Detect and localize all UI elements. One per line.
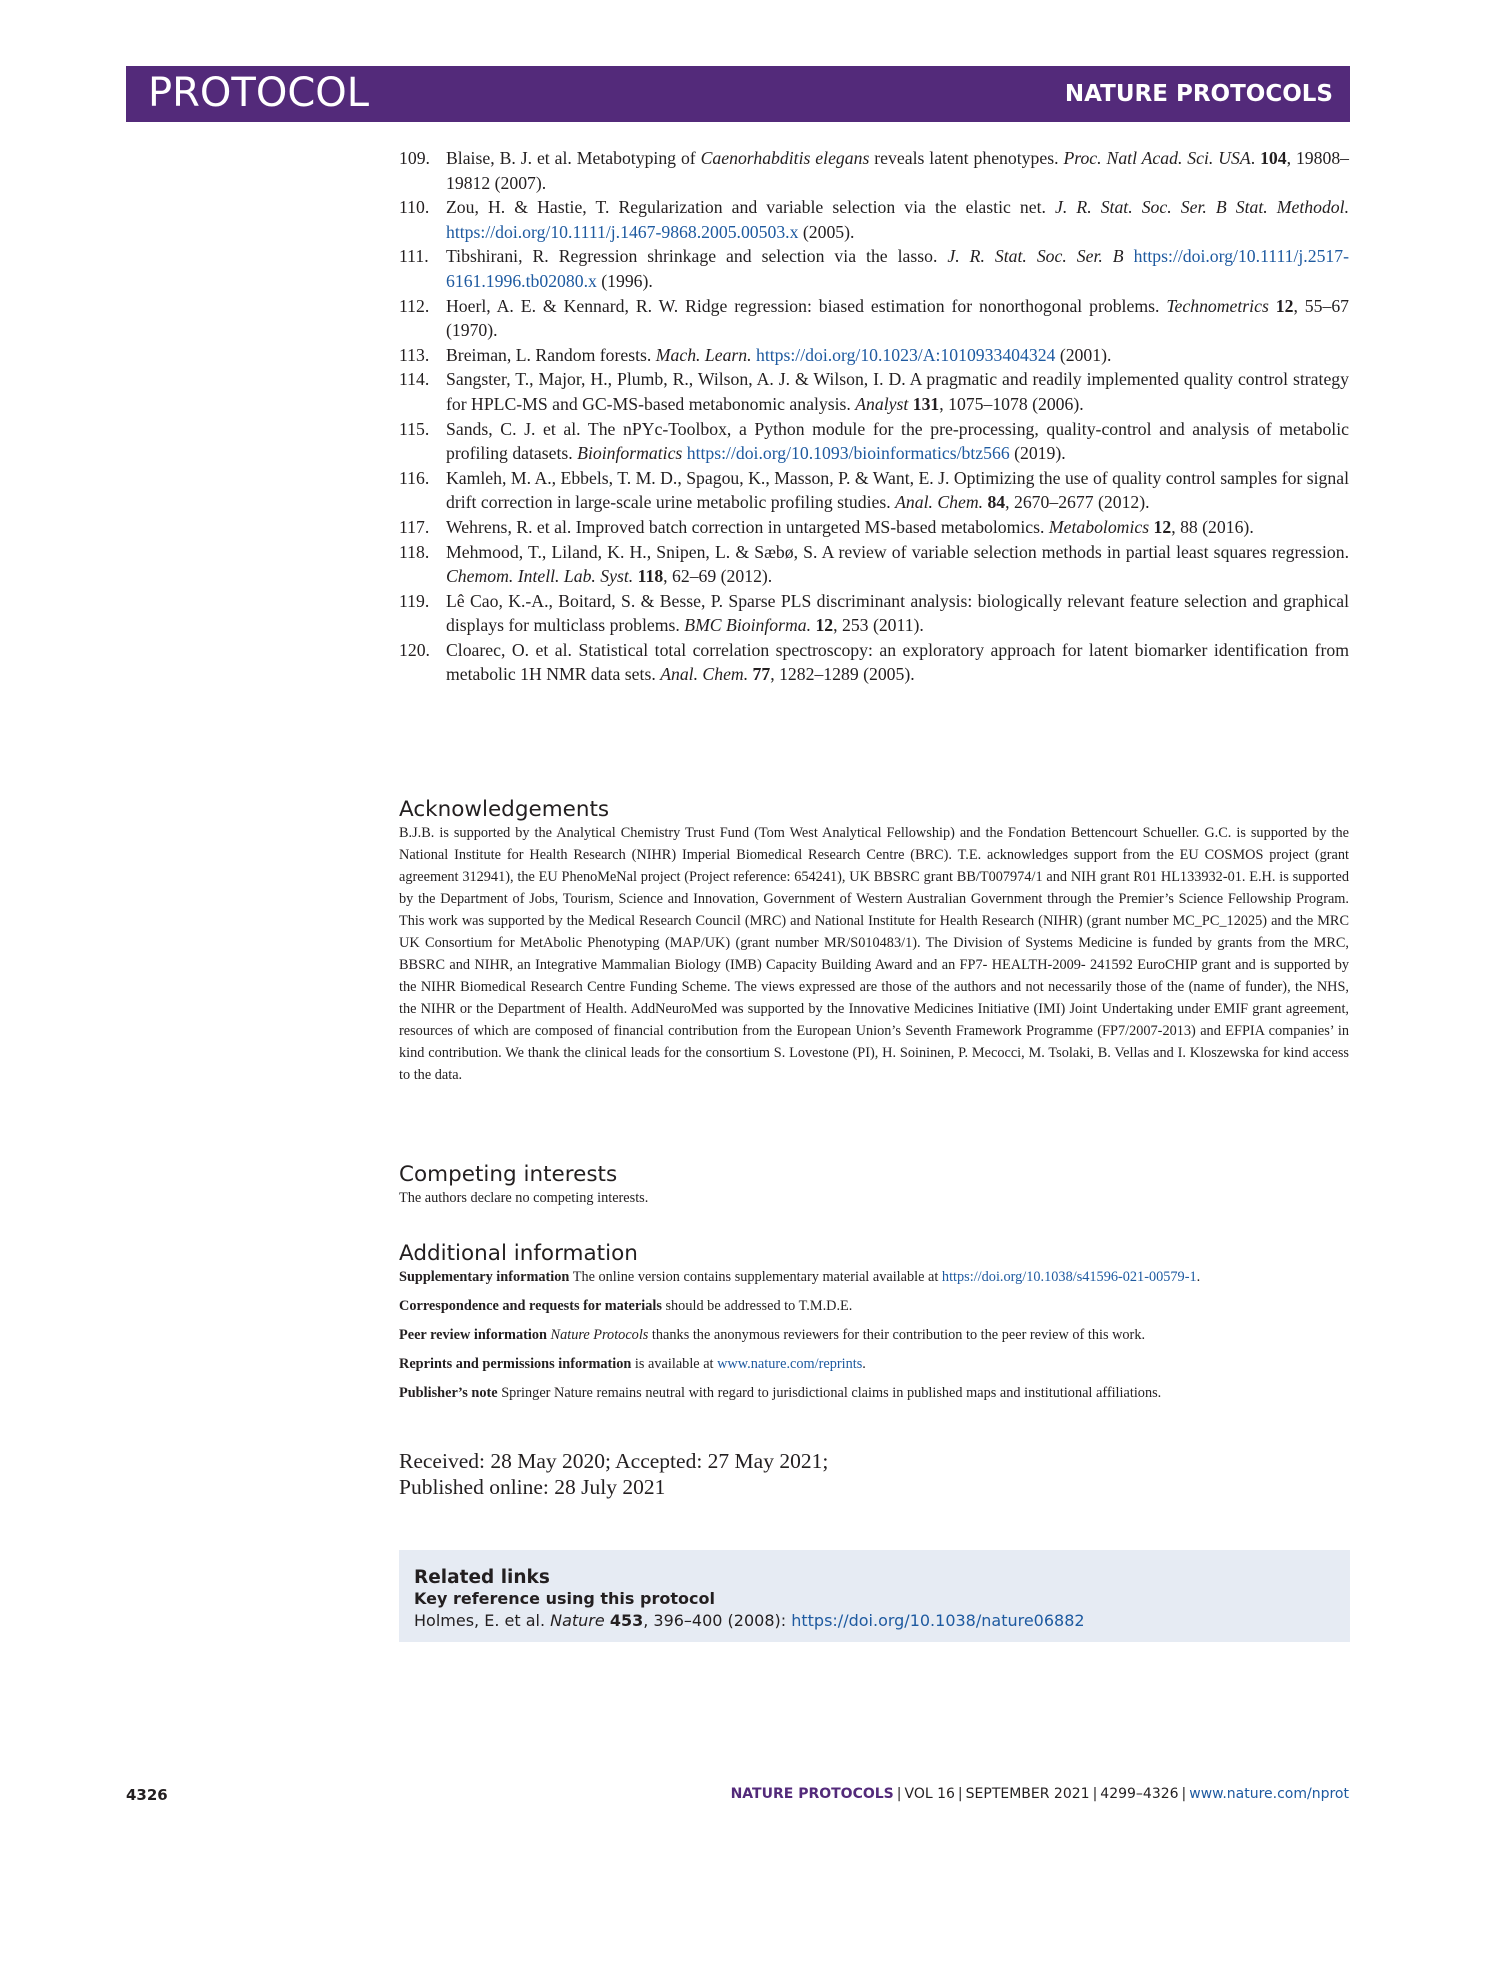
reference-italic: Caenorhabditis elegans: [700, 148, 870, 168]
reference-item: [399, 540, 1349, 589]
reference-volume: 118: [637, 566, 664, 587]
reference-volume: 12: [815, 615, 834, 636]
reference-text: , 1075–1078 (2006).: [939, 393, 1084, 414]
reference-item: [399, 294, 1349, 343]
reference-link[interactable]: https://doi.org/10.1093/bioinformatics/btz566: [686, 443, 1010, 464]
reference-item: [399, 638, 1349, 687]
reference-number: 113.: [399, 344, 430, 365]
reference-text: Wehrens, R. et al. Improved batch correction in untargeted MS-based metabolomics.: [446, 516, 1049, 537]
reference-italic: J. R. Stat. Soc. Ser. B Stat. Methodol.: [1055, 197, 1349, 218]
reference-text: Sangster, T., Major, H., Plumb, R., Wilson, A. J. & Wilson, I. D. A pragmatic and readily implemented quality control strategy for HPLC-MS and GC-MS-based metabonomic analysis.: [446, 369, 1349, 414]
reference-text: [1124, 246, 1134, 266]
reference-text: Tibshirani, R. Regression shrinkage and selection via the lasso.: [446, 246, 948, 267]
related-ref-authors: Holmes, E. et al.: [414, 1611, 551, 1630]
reference-number: 111.: [399, 246, 429, 267]
reference-text: , 1282–1289 (2005).: [770, 664, 915, 685]
reference-volume: 12: [1153, 516, 1172, 537]
reference-number: 115.: [399, 418, 430, 439]
competing-interests-heading: Competing interests: [399, 1162, 618, 1187]
reference-text: , 2670–2677 (2012).: [1005, 492, 1150, 513]
publishers-note-label: Publisher’s note: [399, 1385, 498, 1401]
footer-volume: VOL 16: [904, 1786, 955, 1802]
correspondence-label: Correspondence and requests for materials: [399, 1298, 662, 1314]
reference-text: Zou, H. & Hastie, T. Regularization and variable selection via the elastic net.: [446, 197, 1056, 218]
reference-number: 120.: [399, 639, 430, 660]
related-links-subtitle: Key reference using this protocol: [414, 1589, 715, 1608]
reference-italic: Anal. Chem.: [660, 664, 749, 685]
reference-text: , 253 (2011).: [833, 615, 924, 636]
footer-date: SEPTEMBER 2021: [965, 1786, 1090, 1802]
related-ref-journal: Nature: [550, 1611, 605, 1630]
reference-volume: 77: [752, 664, 771, 685]
reference-volume: 12: [1275, 295, 1294, 316]
reference-italic: BMC Bioinforma.: [684, 615, 812, 636]
reference-text: Sands, C. J. et al. The nPYc-Toolbox, a Python module for the pre-processing, quality-control and analysis of metabolic profiling datasets.: [446, 418, 1349, 464]
peer-review-text: thanks the anonymous reviewers for their contribution to the peer review of this work.: [648, 1327, 1146, 1343]
reference-item: [399, 195, 1349, 244]
reference-link[interactable]: https://doi.org/10.1111/j.1467-9868.2005.00503.x: [446, 221, 799, 242]
reference-italic: Bioinformatics: [577, 443, 683, 464]
correspondence-info: [399, 1295, 1349, 1317]
reference-item: [399, 466, 1349, 515]
reference-italic: Proc. Natl Acad. Sci. USA: [1063, 148, 1251, 168]
footer-separator: |: [896, 1786, 902, 1802]
reference-volume: 131: [912, 393, 940, 414]
reference-list: [399, 146, 1349, 687]
reference-number: 117.: [399, 516, 430, 537]
reference-italic: Anal. Chem.: [895, 492, 984, 513]
competing-interests-text: The authors declare no competing interests.: [399, 1190, 649, 1206]
reference-number: 112.: [399, 295, 430, 316]
reference-text: (1996).: [596, 270, 653, 291]
reference-text: Lê Cao, K.-A., Boitard, S. & Besse, P. Sparse PLS discriminant analysis: biologically relevant feature selection and graphical displays for multiclass problems.: [446, 590, 1349, 636]
reference-volume: 104: [1260, 148, 1287, 168]
reference-italic: Analyst: [855, 393, 909, 414]
peer-review-label: Peer review information: [399, 1327, 547, 1343]
reference-item: [399, 244, 1349, 293]
reference-italic: J. R. Stat. Soc. Ser. B: [947, 246, 1124, 267]
footer-separator: |: [957, 1786, 963, 1802]
reference-text: Kamleh, M. A., Ebbels, T. M. D., Spagou, K., Masson, P. & Want, E. J. Optimizing the use of quality control samples for signal drift correction in large-scale urine metabolic profiling studies.: [446, 467, 1349, 513]
reference-text: Breiman, L. Random forests.: [446, 344, 656, 365]
correspondence-text: should be addressed to T.M.D.E.: [661, 1298, 853, 1314]
published-online-date: Published online: 28 July 2021: [399, 1475, 666, 1499]
reference-italic: Mach. Learn.: [655, 344, 752, 365]
publication-dates: [399, 1448, 1349, 1500]
reference-item: [399, 146, 1349, 195]
reference-number: 109.: [399, 148, 430, 168]
footer-separator: |: [1092, 1786, 1098, 1802]
additional-information-heading: Additional information: [399, 1241, 638, 1266]
footer-pages: 4299–4326: [1100, 1786, 1179, 1802]
reference-number: 116.: [399, 467, 430, 488]
footer-journal: NATURE PROTOCOLS: [730, 1786, 894, 1802]
reference-item: [399, 515, 1349, 540]
journal-name: NATURE PROTOCOLS: [1064, 81, 1333, 107]
publishers-note: [399, 1382, 1349, 1404]
supplementary-info: [399, 1266, 1349, 1288]
header-band: [126, 66, 1350, 122]
peer-review-journal: Nature Protocols: [550, 1327, 649, 1343]
reference-number: 114.: [399, 369, 430, 390]
related-ref-link[interactable]: https://doi.org/10.1038/nature06882: [791, 1611, 1085, 1630]
reference-text: .: [1250, 148, 1261, 168]
page-number: 4326: [126, 1786, 168, 1804]
related-ref-volume: 453: [609, 1611, 644, 1630]
reprints-end: .: [862, 1356, 866, 1372]
acknowledgements-heading: Acknowledgements: [399, 797, 610, 822]
reprints-info: [399, 1353, 1349, 1375]
reference-text: Blaise, B. J. et al. Metabotyping of: [446, 148, 701, 168]
related-reference: [414, 1610, 1085, 1632]
reference-text: , 62–69 (2012).: [663, 566, 773, 587]
reference-item: [399, 343, 1349, 368]
related-links-box: [399, 1550, 1350, 1642]
related-ref-pages: , 396–400 (2008):: [643, 1611, 792, 1630]
publishers-note-text: Springer Nature remains neutral with regard to jurisdictional claims in published maps and institutional affiliations.: [497, 1385, 1162, 1401]
supplementary-end: .: [1196, 1269, 1201, 1285]
reference-text: [1269, 296, 1276, 316]
reference-text: (2019).: [1009, 443, 1066, 464]
reference-number: 119.: [399, 590, 430, 611]
acknowledgements-text: B.J.B. is supported by the Analytical Chemistry Trust Fund (Tom West Analytical Fellowship) and the Fondation Bettencourt Schueller. G.C. is supported by the National Institute for Health Research (NIHR) Imperial Biomedical Research Centre (BRC). T.E. acknowledges support from the EU COSMOS project (grant agreement 312941), the EU PhenoMeNal project (Project reference: 654241), UK BBSRC grant BB/T007974/1 and NIH grant R01 HL133932-01. E.H. is supported by the Department of Jobs, Tourism, Science and Innovation, Government of Western Australian Government through the Premier’s Science Fellowship Program. This work was supported by the Medical Research Council (MRC) and National Institute for Health Research (NIHR) (grant number MC_PC_12025) and the MRC UK Consortium for MetAbolic Phenotyping (MAP/UK) (grant number MR/S010483/1). The Division of Systems Medicine is funded by grants from the MRC, BBSRC and NIHR, an Integrative Mammalian Biology (IMB) Capacity Building Award and an FP7- HEALTH-2009- 241592 EuroCHIP grant and is supported by the NIHR Biomedical Research Centre Funding Scheme. The views expressed are those of the authors and not necessarily those of the (name of funder), the NHS, the NIHR or the Department of Health. AddNeuroMed was supported by the Innovative Medicines Initiative (IMI) Joint Undertaking under EMIF grant agreement, resources of which are composed of financial contribution from the European Union’s Seventh Framework Programme (FP7/2007-2013) and EFPIA companies’ in kind contribution. We thank the clinical leads for the consortium S. Lovestone (PI), H. Soininen, P. Mecocci, M. Tsolaki, B. Vellas and I. Kloszewska for kind access to the data.: [399, 825, 1349, 1083]
reference-link[interactable]: https://doi.org/10.1111/j.2517-6161.1996.tb02080.x: [446, 246, 1349, 291]
supplementary-text: The online version contains supplementary material available at: [569, 1269, 942, 1285]
additional-information: [399, 1266, 1349, 1411]
footer-separator: |: [1181, 1786, 1187, 1802]
related-links-title: Related links: [414, 1567, 550, 1588]
peer-review-info: [399, 1324, 1349, 1346]
reference-italic: Chemom. Intell. Lab. Syst.: [446, 566, 634, 587]
supplementary-label: Supplementary information: [399, 1269, 570, 1285]
reference-italic: Metabolomics: [1048, 516, 1150, 537]
reference-item: [399, 367, 1349, 416]
reference-text: , 88 (2016).: [1171, 516, 1254, 537]
reference-number: 110.: [399, 197, 430, 218]
reference-text: , 19808–19812 (2007).: [446, 148, 1350, 193]
section-label: PROTOCOL: [148, 70, 370, 116]
footer-citation: [731, 1786, 1349, 1802]
reference-volume: 84: [987, 492, 1006, 513]
reference-text: (2001).: [1055, 344, 1112, 365]
reference-text: Mehmood, T., Liland, K. H., Snipen, L. & Sæbø, S. A review of variable selection methods in partial least squares regression.: [446, 541, 1349, 562]
received-accepted-date: Received: 28 May 2020; Accepted: 27 May 2021;: [399, 1449, 829, 1473]
reprints-link[interactable]: www.nature.com/reprints: [717, 1356, 863, 1372]
reprints-label: Reprints and permissions information: [399, 1356, 632, 1372]
reference-item: [399, 589, 1349, 638]
reference-number: 118.: [399, 541, 430, 562]
reference-text: (2005).: [798, 221, 855, 242]
reference-text: reveals latent phenotypes.: [869, 148, 1064, 168]
reference-link[interactable]: https://doi.org/10.1023/A:1010933404324: [755, 344, 1056, 365]
footer-url[interactable]: www.nature.com/nprot: [1189, 1786, 1349, 1802]
reference-text: , 55–67 (1970).: [446, 295, 1350, 341]
supplementary-link[interactable]: https://doi.org/10.1038/s41596-021-00579-1: [941, 1269, 1197, 1285]
reference-item: [399, 417, 1349, 466]
reference-text: Hoerl, A. E. & Kennard, R. W. Ridge regression: biased estimation for nonorthogonal problems.: [446, 295, 1167, 316]
reprints-text: is available at: [631, 1356, 718, 1372]
reference-text: Cloarec, O. et al. Statistical total correlation spectroscopy: an exploratory approach for latent biomarker identification from metabolic 1H NMR data sets.: [446, 639, 1349, 685]
reference-italic: Technometrics: [1166, 295, 1269, 316]
